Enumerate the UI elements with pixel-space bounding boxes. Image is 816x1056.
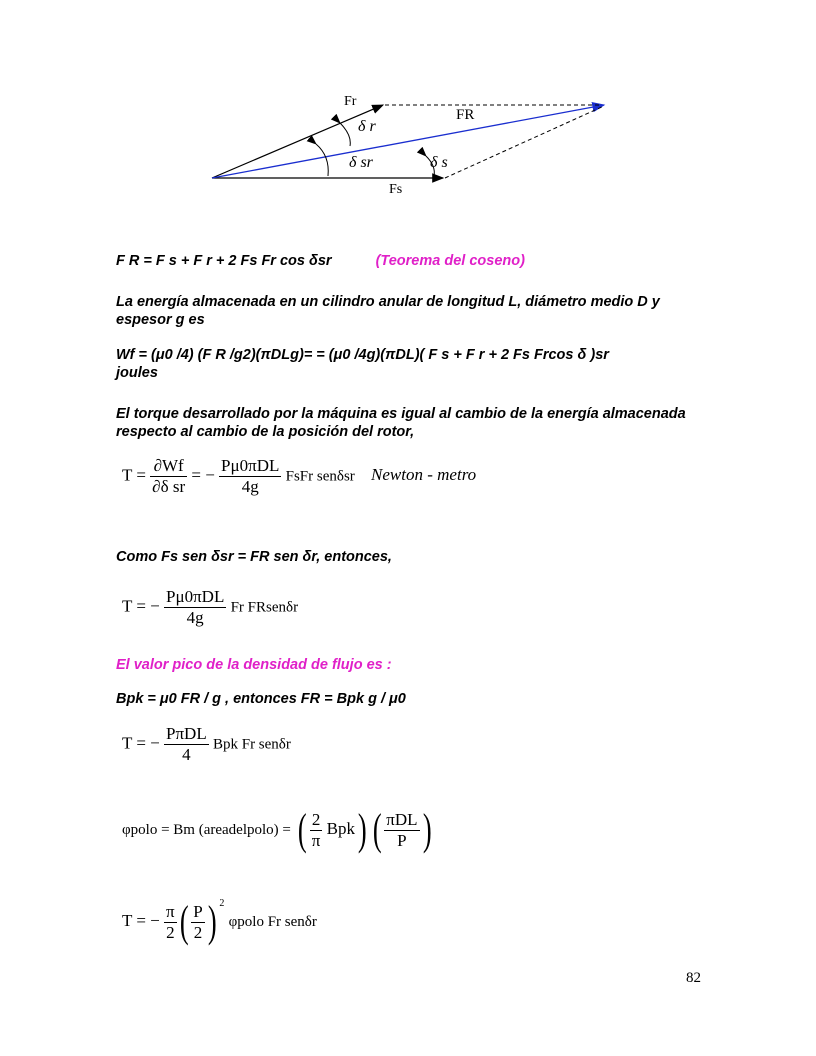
phi-frac2: $\frac{\text{πDL}}{P}$ [386,809,418,850]
phi-lhs: φpolo = Bm (areadelpolo) = [122,821,291,838]
eq4-frac2: $\frac{P}{2}$ [193,901,203,942]
pico-line: El valor pico de la densidad de flujo es : [116,657,392,673]
eq1-frac2: $\frac{\text{Pμ0πDL}}{4g}$ [221,456,280,496]
eq4-frac1: $\frac{\pi}{2}$ [166,901,175,942]
eq4-exp: 2 [219,897,225,909]
como-line: Como Fs sen δsr = FR sen δr, entonces, [116,549,392,565]
para-energy: La energía almacenada en un cilindro anular de longitud L, diámetro medio D y espesor g es [116,294,660,328]
phi-frac1: $\frac{2}{\pi}$ [311,809,321,850]
label-delta-sr: δ sr [349,154,373,171]
eq-cosine-note: (Teorema del coseno) [375,253,525,269]
eq3-lhs: T = − [122,733,160,753]
eq3-frac: $\frac{\text{PπDL}}{4}$ [166,724,207,764]
eq4-rhs: φpolo Fr senδr [228,913,317,930]
label-fr: Fr [344,94,357,109]
eq-torque-4: T = − $\frac{\pi}{2}$ ( $\frac{P}{2}$ ) $^2$ φpolo Fr senδr [122,897,317,946]
eq4-lhs: T = − [122,910,160,930]
eq-wf-unit: joules [116,365,158,381]
label-delta-s: δ s [430,154,448,171]
label-delta-r: δ r [358,118,376,135]
eq1-frac1: $\frac{\partial Wf}{\text{∂δ sr}}$ [152,456,186,496]
eq3-rhs: Bpk Fr senδr [212,736,291,753]
eq-cosine: F R = F s + F r + 2 Fs Fr cos δsr [116,253,332,269]
delta-sr-arc [316,144,328,176]
phasor-diagram [200,90,620,210]
delta-r-arc [340,123,350,146]
eq-torque-2 [122,587,298,628]
bpk-line: Bpk = μ0 FR / g , entonces FR = Bpk g / μ0 [116,691,406,707]
eq-phi: φpolo = Bm (areadelpolo) = ( $\frac{2}{\pi}$ Bpk) ( $\frac{\text{πDL}}{P}$ ) [122,805,432,854]
eq1-eq2: = − [191,465,215,485]
eq-torque-1 [122,456,476,497]
label-fr-resultant: FR [456,107,475,123]
fr-resultant-vector [212,105,604,178]
eq2-frac: $\frac{\text{Pμ0πDL}}{4g}$ [166,587,225,627]
eq2-rhs: Fr FRsenδr [230,599,299,616]
page-number: 82 [686,970,701,986]
eq-wf: Wf = (μ0 /4) (F R /g2)(πDLg)= = (μ0 /4g)(πDL)( F s + F r + 2 Fs Frcos δ )sr [116,347,609,363]
eq-cosine-line [116,252,525,270]
eq1-lhs: T = [122,465,146,485]
label-fs: Fs [389,182,403,197]
phi-bpk: Bpk [326,818,355,838]
eq2-lhs: T = − [122,596,160,616]
eq1-unit: Newton - metro [371,465,477,485]
eq-torque-3 [122,724,291,765]
eq1-rhs: FsFr senδsr [285,468,355,485]
para-torque: El torque desarrollado por la máquina es igual al cambio de la energía almacenada respecto al cambio de la posición del rotor, [116,406,686,440]
